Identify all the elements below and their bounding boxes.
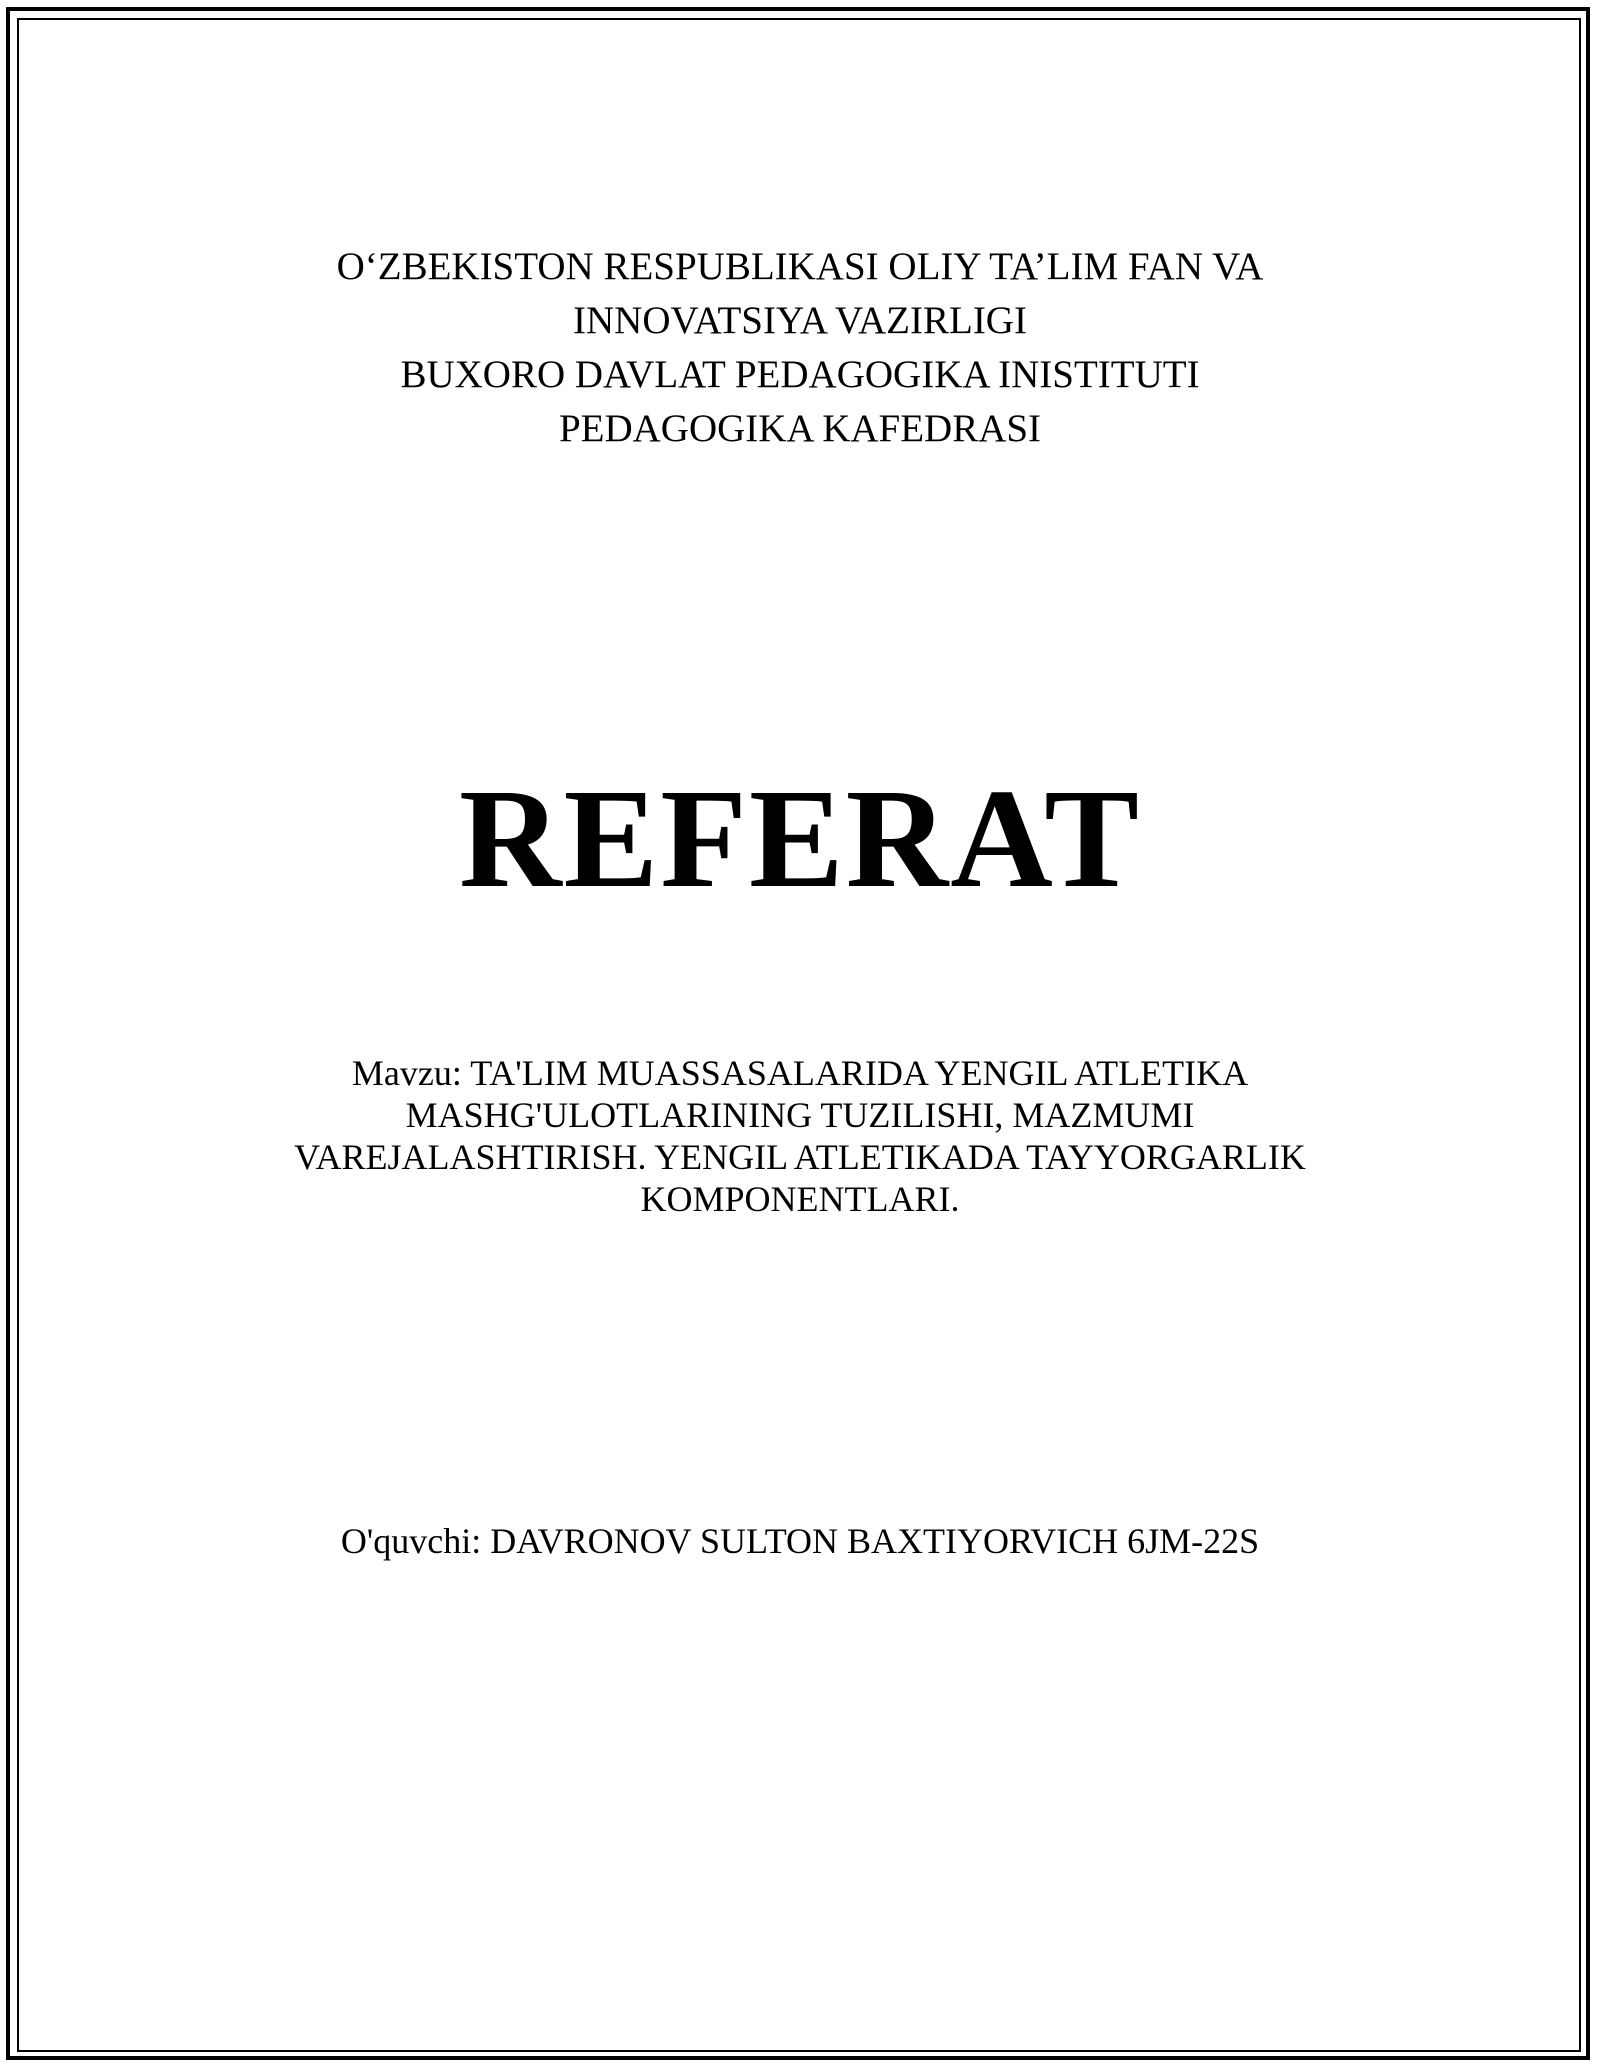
institution-header: [0, 240, 1600, 456]
document-title: REFERAT: [459, 759, 1141, 917]
topic-line-1: Mavzu: TA'LIM MUASSASALARIDA YENGIL ATLETIKA: [351, 1053, 1249, 1093]
topic-line-2: MASHG'ULOTLARINING TUZILISHI, MAZMUMI: [405, 1095, 1195, 1135]
topic-line-3: VAREJALASHTIRISH. YENGIL ATLETIKADA TAYYORGARLIK: [294, 1137, 1306, 1177]
topic-block: [0, 1052, 1600, 1220]
header-line-department: PEDAGOGIKA KAFEDRASI: [558, 407, 1042, 450]
header-line-institute: BUXORO DAVLAT PEDAGOGIKA INISTITUTI: [400, 353, 1200, 396]
header-line-ministry-2: INNOVATSIYA VAZIRLIGI: [573, 299, 1027, 342]
student-name: O'quvchi: DAVRONOV SULTON BAXTIYORVICH 6JM-22S: [340, 1521, 1260, 1561]
topic-line-4: KOMPONENTLARI.: [640, 1179, 960, 1219]
header-line-ministry-1: O‘ZBEKISTON RESPUBLIKASI OLIY TA’LIM FAN VA: [336, 245, 1264, 288]
